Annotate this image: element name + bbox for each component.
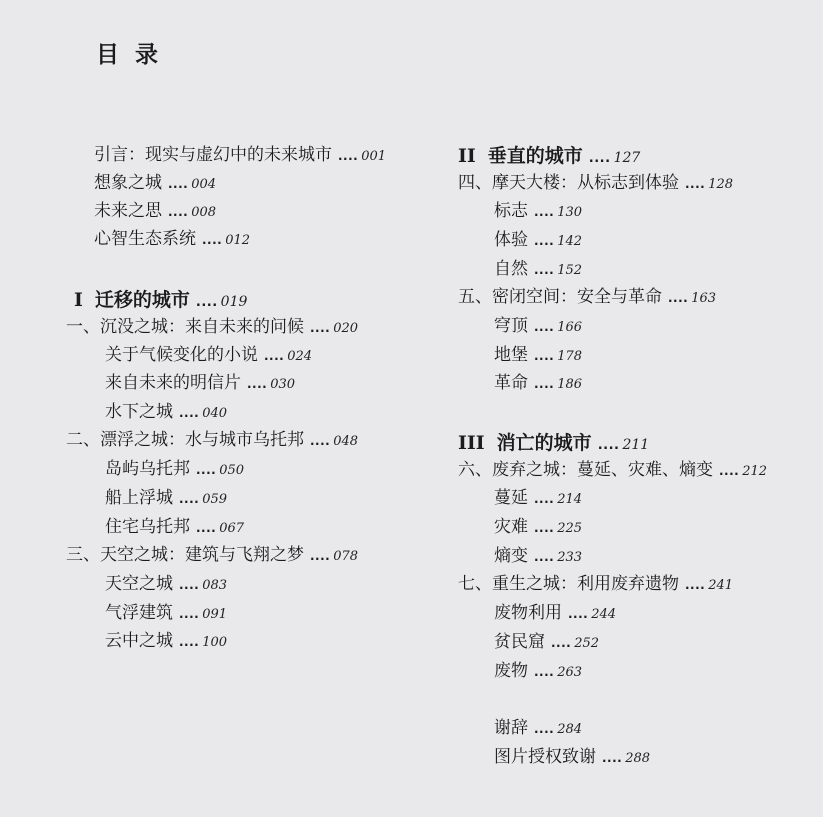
dot-leader: .... — [310, 321, 331, 335]
entry-title: 迁移的城市 — [94, 289, 190, 311]
page-number: 178 — [557, 349, 583, 364]
page-number: 166 — [557, 320, 583, 335]
toc-entry — [66, 429, 358, 453]
entry-title: 革命 — [494, 373, 528, 393]
entry-title: 四、摩天大楼：从标志到体验 — [458, 173, 679, 193]
entry-title: 一、沉没之城：来自未来的问候 — [66, 317, 304, 337]
dot-leader: .... — [168, 177, 189, 191]
page-number: 001 — [361, 149, 387, 164]
entry-title: 贫民窟 — [494, 632, 545, 652]
toc-part-heading — [74, 287, 247, 316]
entry-title: 消亡的城市 — [496, 432, 592, 454]
entry-title: 蔓延 — [494, 488, 528, 508]
entry-title: 体验 — [494, 230, 528, 250]
page-number: 059 — [202, 492, 228, 507]
page-number: 284 — [557, 722, 583, 737]
entry-title: 三、天空之城：建筑与飞翔之梦 — [66, 545, 304, 565]
dot-leader: .... — [551, 636, 572, 650]
page-number: 050 — [219, 463, 245, 478]
toc-entry — [105, 602, 227, 626]
toc-entry — [494, 631, 599, 655]
toc-entry — [494, 258, 582, 282]
toc-entry — [494, 660, 582, 684]
dot-leader: .... — [179, 406, 200, 420]
entry-title: 地堡 — [494, 345, 528, 365]
entry-title: 引言：现实与虚幻中的未来城市 — [94, 145, 332, 165]
toc-entry — [105, 630, 227, 654]
toc-entry — [105, 573, 227, 597]
dot-leader: .... — [179, 635, 200, 649]
page-number: 019 — [220, 294, 248, 310]
dot-leader: .... — [195, 295, 218, 310]
toc-entry — [494, 344, 582, 368]
entry-title: 船上浮城 — [105, 488, 173, 508]
entry-title: 自然 — [494, 259, 528, 279]
dot-leader: .... — [668, 291, 689, 305]
page-number: 078 — [333, 549, 359, 564]
toc-entry — [94, 228, 250, 252]
entry-title: 废物利用 — [494, 603, 562, 623]
toc-entry — [494, 372, 582, 396]
dot-leader: .... — [534, 665, 555, 679]
page-number: 241 — [708, 578, 734, 593]
toc-entry — [105, 516, 244, 540]
dot-leader: .... — [602, 751, 623, 765]
entry-title: 来自未来的明信片 — [105, 373, 241, 393]
entry-title: 图片授权致谢 — [494, 747, 596, 767]
entry-title: 标志 — [494, 201, 528, 221]
dot-leader: .... — [179, 578, 200, 592]
toc-entry — [494, 315, 582, 339]
toc-entry — [105, 372, 295, 396]
dot-leader: .... — [247, 377, 268, 391]
part-number: I — [74, 289, 83, 311]
toc-part-heading — [458, 143, 640, 172]
entry-title: 废物 — [494, 661, 528, 681]
entry-title: 未来之思 — [94, 201, 162, 221]
dot-leader: .... — [179, 492, 200, 506]
entry-title: 云中之城 — [105, 631, 173, 651]
entry-title: 想象之城 — [94, 173, 162, 193]
page-number: 163 — [691, 291, 717, 306]
page-number: 127 — [613, 150, 641, 166]
toc-entry — [494, 746, 650, 770]
toc-entry — [494, 602, 616, 626]
dot-leader: .... — [534, 377, 555, 391]
page-number: 152 — [557, 263, 583, 278]
page-number: 091 — [202, 607, 228, 622]
entry-title: 垂直的城市 — [487, 145, 583, 167]
page-number: 263 — [557, 665, 583, 680]
page-number: 233 — [557, 550, 583, 565]
page-number: 067 — [219, 521, 245, 536]
entry-title: 关于气候变化的小说 — [105, 345, 258, 365]
toc-entry — [494, 200, 582, 224]
page-number: 244 — [591, 607, 617, 622]
dot-leader: .... — [685, 578, 706, 592]
toc-entry — [458, 459, 767, 483]
page-number: 252 — [574, 636, 600, 651]
page-number: 130 — [557, 205, 583, 220]
entry-title: 天空之城 — [105, 574, 173, 594]
dot-leader: .... — [534, 234, 555, 248]
toc-entry — [458, 573, 733, 597]
dot-leader: .... — [196, 463, 217, 477]
part-number: III — [458, 432, 485, 454]
toc-entry — [494, 229, 582, 253]
page-number: 040 — [202, 406, 228, 421]
page-number: 186 — [557, 377, 583, 392]
page-number: 212 — [742, 464, 768, 479]
toc-entry — [494, 545, 582, 569]
page-number: 012 — [225, 233, 251, 248]
page-number: 020 — [333, 321, 359, 336]
toc-entry — [105, 458, 244, 482]
dot-leader: .... — [534, 492, 555, 506]
page-number: 083 — [202, 578, 228, 593]
toc-entry — [94, 172, 216, 196]
dot-leader: .... — [534, 320, 555, 334]
dot-leader: .... — [534, 349, 555, 363]
dot-leader: .... — [202, 233, 223, 247]
page-number: 128 — [708, 177, 734, 192]
entry-title: 住宅乌托邦 — [105, 517, 190, 537]
part-number: II — [458, 145, 476, 167]
dot-leader: .... — [685, 177, 706, 191]
entry-title: 灾难 — [494, 517, 528, 537]
page-number: 142 — [557, 234, 583, 249]
toc-entry — [105, 401, 227, 425]
dot-leader: .... — [534, 550, 555, 564]
toc-entry — [66, 544, 358, 568]
entry-title: 穹顶 — [494, 316, 528, 336]
entry-title: 岛屿乌托邦 — [105, 459, 190, 479]
dot-leader: .... — [534, 722, 555, 736]
dot-leader: .... — [568, 607, 589, 621]
entry-title: 七、重生之城：利用废弃遗物 — [458, 574, 679, 594]
toc-entry — [494, 516, 582, 540]
dot-leader: .... — [179, 607, 200, 621]
page-number: 214 — [557, 492, 583, 507]
page-number: 288 — [625, 751, 651, 766]
entry-title: 谢辞 — [494, 718, 528, 738]
entry-title: 熵变 — [494, 546, 528, 566]
page-number: 008 — [191, 205, 217, 220]
toc-part-heading — [458, 430, 649, 459]
toc-entry — [458, 172, 733, 196]
dot-leader: .... — [534, 263, 555, 277]
page-number: 211 — [622, 437, 650, 453]
toc-entry — [458, 286, 716, 310]
dot-leader: .... — [588, 151, 611, 166]
entry-title: 五、密闭空间：安全与革命 — [458, 287, 662, 307]
entry-title: 水下之城 — [105, 402, 173, 422]
page-number: 004 — [191, 177, 217, 192]
entry-title: 二、漂浮之城：水与城市乌托邦 — [66, 430, 304, 450]
dot-leader: .... — [310, 434, 331, 448]
entry-title: 六、废弃之城：蔓延、灾难、熵变 — [458, 460, 713, 480]
dot-leader: .... — [597, 438, 620, 453]
toc-title: 目 录 — [96, 42, 163, 68]
toc-entry — [494, 487, 582, 511]
dot-leader: .... — [310, 549, 331, 563]
page-number: 024 — [287, 349, 313, 364]
dot-leader: .... — [534, 521, 555, 535]
toc-entry — [94, 200, 216, 224]
page-number: 030 — [270, 377, 296, 392]
dot-leader: .... — [338, 149, 359, 163]
toc-entry — [94, 144, 386, 168]
dot-leader: .... — [264, 349, 285, 363]
entry-title: 心智生态系统 — [94, 229, 196, 249]
dot-leader: .... — [196, 521, 217, 535]
page-number: 048 — [333, 434, 359, 449]
page-number: 225 — [557, 521, 583, 536]
toc-entry — [105, 487, 227, 511]
toc-entry — [66, 316, 358, 340]
page-number: 100 — [202, 635, 228, 650]
dot-leader: .... — [719, 464, 740, 478]
entry-title: 气浮建筑 — [105, 603, 173, 623]
toc-entry — [105, 344, 312, 368]
dot-leader: .... — [534, 205, 555, 219]
dot-leader: .... — [168, 205, 189, 219]
toc-entry — [494, 717, 582, 741]
